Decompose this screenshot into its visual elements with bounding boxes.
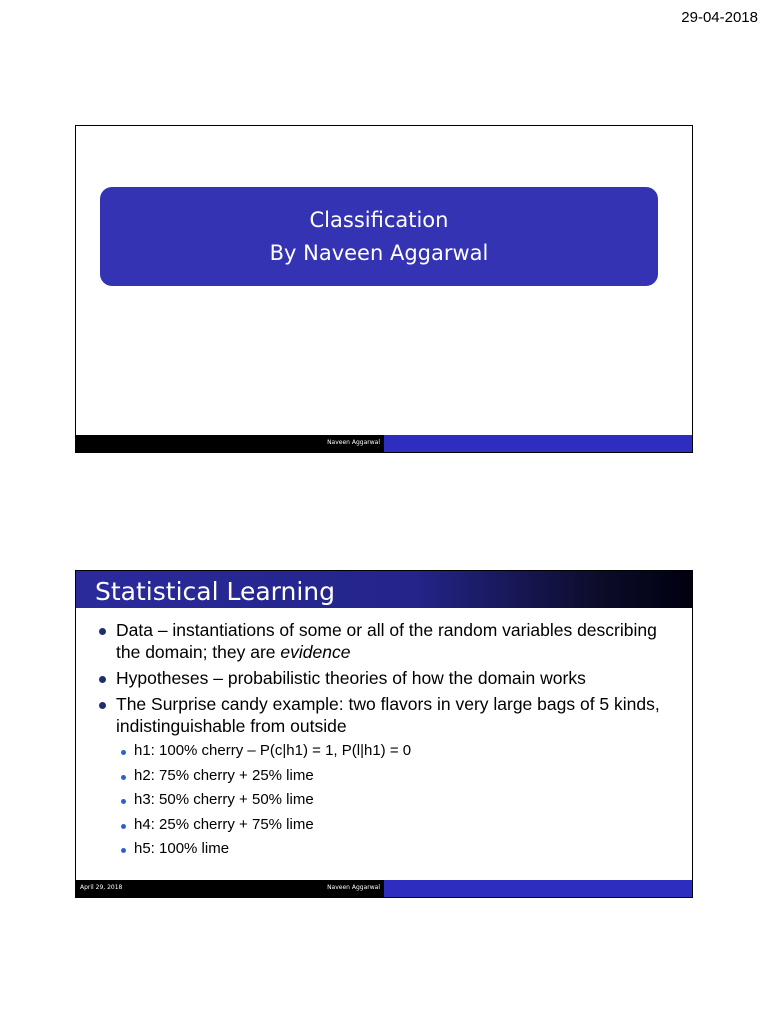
bullet-dot-icon bbox=[99, 628, 106, 635]
sub-bullet-item bbox=[96, 815, 686, 835]
slide-1-footer-blue bbox=[384, 435, 692, 452]
bullet-dot-icon bbox=[99, 702, 106, 709]
bullet-item bbox=[96, 619, 686, 663]
sub-bullet-text: h2: 75% cherry + 25% lime bbox=[134, 766, 314, 784]
page-date: 29-04-2018 bbox=[681, 9, 758, 26]
bullet-text: The Surprise candy example: two flavors in very large bags of 5 kinds, indistinguishable from outside bbox=[116, 694, 660, 736]
slide-2-title: Statistical Learning bbox=[95, 577, 336, 606]
slide-1 bbox=[75, 125, 693, 453]
slide-2-header bbox=[76, 571, 692, 608]
sub-bullet-item bbox=[96, 790, 686, 810]
slide-1-footer bbox=[76, 435, 692, 452]
sub-bullet-text: h3: 50% cherry + 50% lime bbox=[134, 791, 314, 808]
sub-bullet-item bbox=[96, 839, 686, 859]
sub-bullet-item bbox=[96, 766, 686, 786]
bullet-dot-icon bbox=[99, 676, 106, 683]
bullet-text: Hypotheses – probabilistic theories of how the domain works bbox=[116, 668, 586, 688]
sub-bullet-item bbox=[96, 741, 686, 761]
slide-1-title: Classification bbox=[309, 207, 449, 232]
sub-bullet-text: h4: 25% cherry + 75% lime bbox=[134, 815, 314, 833]
sub-bullet-dot-icon bbox=[121, 799, 126, 804]
slide-2-footer-date: April 29, 2018 bbox=[80, 884, 123, 891]
slide-2 bbox=[75, 570, 693, 898]
bullet-emphasis: evidence bbox=[280, 642, 351, 662]
sub-bullet-dot-icon bbox=[121, 750, 126, 755]
slide-2-footer bbox=[76, 880, 692, 897]
slide-2-bullet-list bbox=[96, 619, 686, 864]
sub-bullet-dot-icon bbox=[121, 824, 126, 829]
slide-1-subtitle: By Naveen Aggarwal bbox=[269, 240, 489, 265]
slide-1-footer-dark bbox=[76, 435, 384, 452]
slide-2-footer-blue bbox=[384, 880, 692, 897]
slide-2-footer-dark bbox=[76, 880, 384, 897]
bullet-item bbox=[96, 667, 686, 689]
slide-1-footer-author: Naveen Aggarwal bbox=[327, 439, 380, 446]
sub-bullet-text: h5: 100% lime bbox=[134, 840, 230, 857]
sub-bullet-dot-icon bbox=[121, 775, 126, 780]
slide-1-title-box bbox=[100, 187, 658, 286]
bullet-item bbox=[96, 693, 686, 737]
slide-2-footer-author: Naveen Aggarwal bbox=[327, 884, 380, 891]
sub-bullet-list bbox=[96, 741, 686, 859]
sub-bullet-text: h1: 100% cherry – P(c|h1) = 1, P(l|h1) = 0 bbox=[134, 742, 412, 759]
sub-bullet-dot-icon bbox=[121, 848, 126, 853]
bullet-text: Data – instantiations of some or all of the random variables describing the domain; they are bbox=[116, 620, 657, 662]
